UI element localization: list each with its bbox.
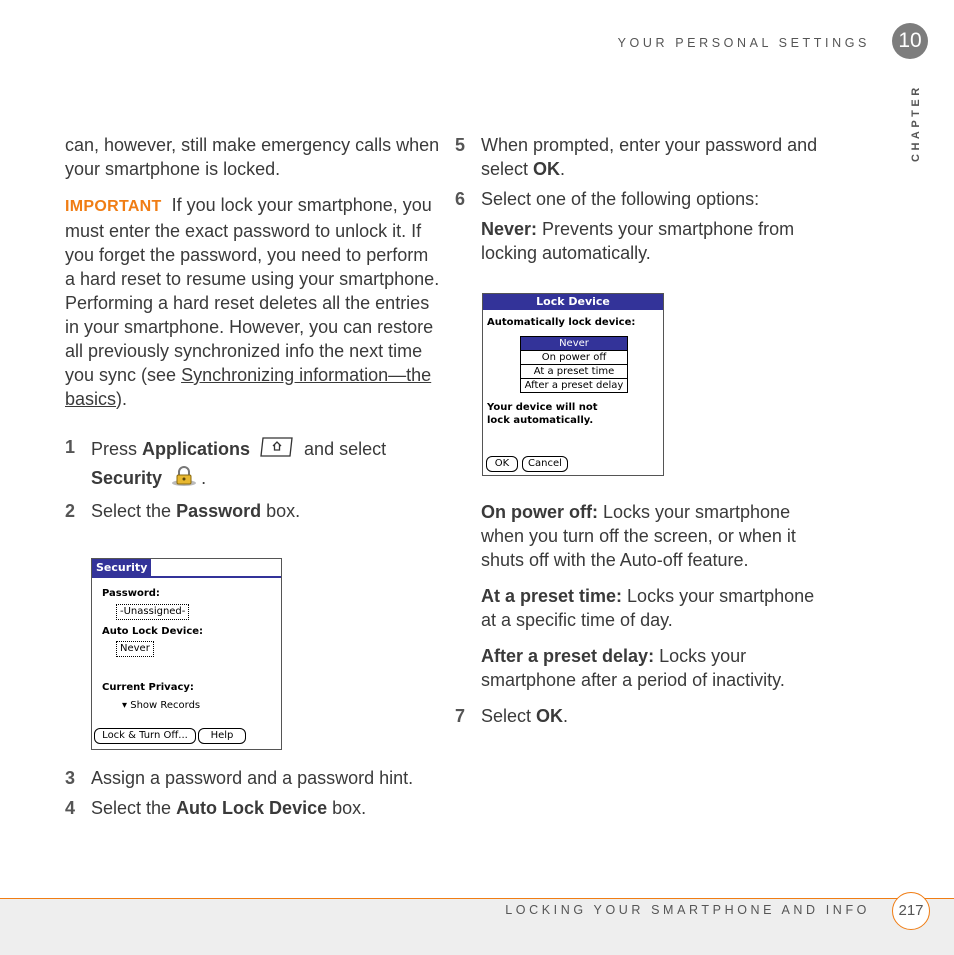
password-label: Password: [102,588,160,599]
lock-device-title: Lock Device [483,294,663,310]
lock-prompt: Automatically lock device: [487,317,636,328]
running-footer: LOCKING YOUR SMARTPHONE AND INFO [505,903,870,917]
option-preset-delay: After a preset delay: Locks your smartphone after a period of inactivity. [481,646,785,690]
security-title: Security [92,559,151,577]
intro-paragraph: can, however, still make emergency calls when your smartphone is locked. [65,135,440,179]
password-field[interactable]: -Unassigned- [116,604,189,620]
left-column [65,133,440,523]
chapter-label: CHAPTER [910,84,922,162]
step-3: 3 Assign a password and a password hint. [65,768,414,788]
option-preset-time: At a preset time: Locks your smartphone at a specific time of day. [481,586,815,630]
important-label: IMPORTANT [65,198,162,215]
option-power-off: On power off: Locks your smartphone when you turn off the screen, or when it shuts off with the Auto-off feature. [481,502,796,570]
title-rule [92,576,281,578]
step-2: 2 Select the Password box. [65,501,301,521]
important-text: If you lock your smartphone, you must enter the exact password to unlock it. If you forget the password, you need to perform a hard reset to resume using your smartphone. Performing a hard reset deletes all the entries in your smartphone. However, you can restore all previously synchronized info the next time you sync (see [65,195,440,385]
right-column [455,133,830,265]
step-number: 1 [65,437,76,457]
lock-turn-off-button[interactable]: Lock & Turn Off... [94,728,196,744]
step-5: 5 When prompted, enter your password and select OK. [455,135,818,179]
step-4: 4 Select the Auto Lock Device box. [65,798,367,818]
lock-option-never[interactable]: Never [521,337,627,350]
privacy-label: Current Privacy: [102,682,194,693]
step-6: 6 Select one of the following options: [455,189,760,209]
lock-options-list [520,336,628,393]
dropdown-arrow-icon: ▾ [122,700,128,711]
option-never: Never: Prevents your smartphone from locking automatically. [481,219,795,263]
ok-button[interactable]: OK [486,456,518,472]
help-button[interactable]: Help [198,728,246,744]
sync-info-link[interactable]: Synchronizing information—the basics [65,365,432,409]
security-lock-icon [171,465,197,493]
lock-option-preset-time[interactable]: At a preset time [521,364,627,378]
important-note: IMPORTANT If you lock your smartphone, you must enter the exact password to unlock it. If you forget the password, you need to perform a hard reset to resume using your smartphone. Performing a hard reset deletes all the entries in your smartphone. However, you can restore all previously synchronized info the next time you sync (see Synchronizing information—the basics). [65,195,440,409]
autolock-field[interactable]: Never [116,641,154,657]
applications-key-icon [259,435,295,465]
privacy-selector[interactable]: ▾ Show Records [122,700,201,711]
security-screen [91,558,282,750]
autolock-label: Auto Lock Device: [102,626,204,637]
lock-device-screen [482,293,664,476]
chapter-number-badge: 10 [892,23,928,59]
running-header: YOUR PERSONAL SETTINGS [617,36,870,50]
lock-option-power-off[interactable]: On power off [521,350,627,364]
step-7: 7 Select OK. [455,706,569,726]
cancel-button[interactable]: Cancel [522,456,568,472]
lock-option-preset-delay[interactable]: After a preset delay [521,378,627,392]
page-number: 217 [892,892,930,930]
option-descriptions [481,500,831,692]
step-1: 1 Press Applications and select Security . [65,435,440,493]
lock-message: Your device will not lock automatically. [487,402,598,426]
